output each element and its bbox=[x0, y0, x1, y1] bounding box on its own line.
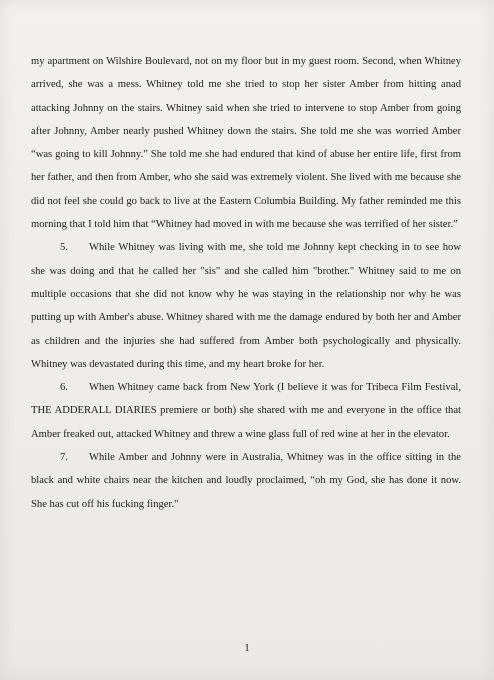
paragraph-text: While Whitney was living with me, she told me Johnny kept checking in to see how she was doing and that he called her "sis" and she called him "brother." Whitney said to me on multiple occasions that she did not know why he was staying in the relationship nor why he was putting up with Amber's abuse. Whitney shared with me the damage endured by both her and Amber as children and the injuries she had suffered from Amber both psychologically and physically. Whitney was devastated during this time, and my heart broke for her. bbox=[31, 242, 461, 370]
paragraph-text: my apartment on Wilshire Boulevard, not on my floor but in my guest room. Second, when Whitney arrived, she was a mess. Whitney told me she tried to stop her sister Amber from hitting anad attacking Johnny on the stairs. Whitney said when she tried to intervene to stop Amber from going after Johnny, Amber nearly pushed Whitney down the stairs. She told me she was worried Amber “was going to kill Johnny.” She told me she had endured that kind of abuse her entire life, first from her father, and then from Amber, who she said was extremely violent. She lived with me because she did not feel she could go back to live at the Eastern Columbia Building. My father reminded me this morning that I told him that “Whitney had moved in with me because she was terrified of her sister.” bbox=[31, 56, 461, 231]
paragraph-text: When Whitney came back from New York (I believe it was for Tribeca Film Festival, THE ADDERALL DIARIES premiere or both) she shared with me and everyone in the office that Amber freaked out, attacked Whitney and threw a wine glass full of red wine at her in the elevator. bbox=[31, 382, 461, 440]
paragraph-continuation bbox=[31, 50, 461, 236]
document-body bbox=[31, 50, 461, 516]
paragraph-6 bbox=[31, 376, 461, 446]
paragraph-7 bbox=[31, 446, 461, 516]
paragraph-number: 6. bbox=[60, 382, 68, 394]
paragraph-5 bbox=[31, 236, 461, 376]
paragraph-number: 5. bbox=[60, 242, 68, 254]
paragraph-text: While Amber and Johnny were in Australia, Whitney was in the office sitting in the black and white chairs near the kitchen and loudly proclaimed, “oh my God, she has done it now. She has cut off his fucking finger." bbox=[31, 452, 461, 510]
page-number: 1 bbox=[244, 642, 250, 654]
paragraph-number: 7. bbox=[60, 452, 68, 464]
